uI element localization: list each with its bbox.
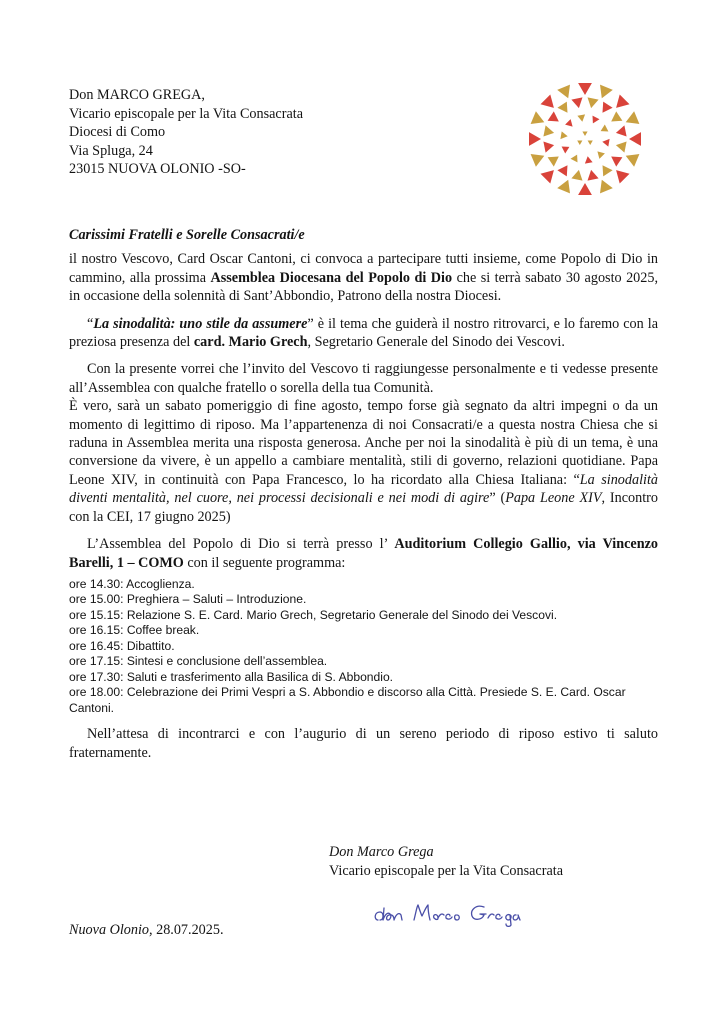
greeting: Carissimi Fratelli e Sorelle Consacrati/e: [69, 227, 305, 243]
assembly-name: Assemblea Diocesana del Popolo di Dio: [210, 269, 453, 286]
rosette-inner-triangle: [562, 147, 570, 154]
sender-diocese: Diocesi di Como: [69, 124, 166, 141]
rosette-outer-triangle: [626, 154, 640, 167]
rosette-middle-triangle: [543, 125, 554, 136]
schedule-item: ore 16.45: Dibattito.: [69, 638, 175, 653]
paragraph-venue: [69, 535, 658, 572]
p3-second-part: [69, 397, 658, 526]
rosette-middle-triangle: [571, 170, 582, 181]
p4-text: L’Assemblea del Popolo di Dio si terrà presso l’: [87, 536, 395, 553]
rosette-outer-triangle: [616, 170, 629, 183]
quote-source: Papa Leone XIV: [505, 490, 602, 507]
sender-street: Via Spluga, 24: [69, 142, 153, 159]
schedule-item: ore 18.00: Celebrazione dei Primi Vespri a S. Abbondio e discorso alla Città. Presiede S. E. Card. Oscar Cantoni.: [69, 685, 626, 715]
rosette-inner-triangle: [601, 125, 609, 132]
rosette-inner-triangle: [571, 155, 578, 163]
p4-text-end: con il seguente programma:: [183, 554, 346, 571]
diocese-rosette-logo: [514, 68, 656, 210]
rosette-inner-triangle: [577, 114, 585, 121]
schedule-item: ore 15.15: Relazione S. E. Card. Mario Grech, Segretario Generale del Sinodo dei Vescovi.: [69, 607, 558, 622]
rosette-outer-triangle: [529, 132, 541, 146]
rosette-middle-triangle: [603, 165, 613, 176]
rosette-middle-triangle: [611, 111, 622, 121]
rosette-middle-triangle: [557, 165, 567, 176]
handwritten-signature: [372, 898, 582, 928]
date: , 28.07.2025.: [149, 922, 224, 938]
rosette-center-triangle: [582, 132, 587, 137]
p2-text-end: , Segretario Generale del Sinodo dei Vescovi.: [307, 334, 565, 351]
rosette-outer-triangle: [557, 85, 570, 99]
rosette-inner-triangle: [593, 116, 600, 124]
closing-paragraph: Nell’attesa di incontrarci e con l’augurio di un sereno periodo di riposo estivo ti saluto fraternamente.: [69, 726, 658, 761]
rosette-middle-triangle: [543, 142, 554, 153]
rosette-middle-triangle: [588, 97, 599, 108]
signature-icon: [372, 898, 582, 928]
quote-reference: , Incontro con la CEI, 17 giugno 2025): [69, 490, 658, 525]
schedule-item: ore 17.30: Saluti e trasferimento alla Basilica di S. Abbondio.: [69, 669, 394, 684]
letter-body: [69, 226, 658, 771]
p1-text: il nostro Vescovo, Card Oscar Cantoni, ci convoca a partecipare tutti insieme, come Popolo di Dio in cammino, alla prossima: [69, 251, 658, 286]
signature-block: [329, 843, 563, 880]
sender-name: Don MARCO GREGA,: [69, 87, 205, 103]
rosette-center-triangle: [588, 141, 593, 146]
p1-text-end: che si terrà sabato 30 agosto 2025, in occasione della solennità di Sant’Abbondio, Patrono della nostra Diocesi.: [69, 269, 659, 305]
rosette-outer-triangle: [541, 170, 554, 183]
schedule-item: ore 16.15: Coffee break.: [69, 623, 200, 638]
rosette-outer-triangle: [629, 132, 641, 146]
rosette-inner-triangle: [560, 131, 567, 139]
rosette-outer-triangle: [616, 95, 629, 108]
rosette-outer-triangle: [541, 95, 554, 108]
paragraph-theme: [69, 315, 658, 352]
rosette-middle-triangle: [571, 97, 582, 108]
p3-sentence-1: Con la presente vorrei che l’invito del Vescovo ti raggiungesse personalmente e ti vedesse presente all’Assemblea con qualche fratello o sorella della tua Comunità.: [69, 361, 658, 396]
paragraph-convocation: [69, 250, 658, 305]
sender-address: [69, 86, 303, 179]
rosette-inner-triangle: [597, 151, 605, 159]
sender-city: 23015 NUOVA OLONIO -SO-: [69, 161, 246, 178]
program-schedule: [69, 577, 658, 717]
rosette-center-triangle: [577, 141, 582, 146]
signatory-name: Don Marco Grega: [329, 844, 434, 860]
quote-open: “: [87, 315, 94, 332]
place: Nuova Olonio: [69, 922, 149, 938]
paragraph-invitation: [69, 360, 658, 526]
rosette-inner-triangle: [602, 139, 609, 147]
rosette-outer-triangle: [626, 111, 640, 124]
rosette-icon: [514, 68, 656, 210]
rosette-outer-triangle: [557, 180, 570, 194]
p2-text: ” è il tema che guiderà il nostro ritrovarci, e lo faremo con la preziosa presenza del: [69, 315, 659, 351]
p3-sentence-2: È vero, sarà un sabato pomeriggio di fine agosto, tempo forse già segnato da altri impegni o da un momento di legittimo di riposo. Ma l’appartenenza di noi Consacrati/e a questa nostra Chiesa che si raduna in Assemblea merita una risposta generosa. Anche per noi la sinodalità è più di un tema, è una conversione da vivere, è un appello a cambiare mentalità, stili di governo, relazioni quotidiane. Papa Leone XIV, in continuità con Papa Francesco, lo ha ricordato alla Chiesa Italiana: “: [69, 398, 658, 488]
sender-role: Vicario episcopale per la Vita Consacrata: [69, 105, 303, 122]
rosette-middle-triangle: [557, 102, 567, 113]
rosette-middle-triangle: [588, 170, 599, 181]
rosette-outer-triangle: [578, 83, 592, 95]
assembly-theme: La sinodalità: uno stile da assumere: [93, 315, 308, 332]
speaker-name: card. Mario Grech: [193, 334, 308, 351]
schedule-item: ore 17.15: Sintesi e conclusione dell’assemblea.: [69, 654, 328, 669]
rosette-outer-triangle: [531, 154, 545, 167]
rosette-middle-triangle: [611, 157, 622, 167]
rosette-middle-triangle: [548, 157, 559, 167]
place-and-date: [69, 922, 223, 939]
rosette-middle-triangle: [616, 125, 627, 136]
rosette-middle-triangle: [548, 111, 559, 121]
venue: Auditorium Collegio Gallio, via Vincenzo Barelli, 1 – COMO: [69, 536, 658, 571]
schedule-item: ore 14.30: Accoglienza.: [69, 576, 195, 591]
rosette-middle-triangle: [616, 142, 627, 153]
signatory-role: Vicario episcopale per la Vita Consacrata: [329, 862, 563, 879]
rosette-outer-triangle: [600, 180, 613, 194]
rosette-inner-triangle: [565, 119, 573, 127]
quote-close: ” (: [489, 490, 506, 507]
rosette-outer-triangle: [531, 111, 545, 124]
rosette-outer-triangle: [578, 183, 592, 195]
rosette-inner-triangle: [585, 156, 593, 163]
rosette-outer-triangle: [600, 85, 613, 99]
pope-quote: La sinodalità diventi mentalità, nel cuore, nei processi decisionali e nei modi di agire: [69, 471, 658, 507]
rosette-middle-triangle: [603, 102, 613, 113]
schedule-item: ore 15.00: Preghiera – Saluti – Introduzione.: [69, 592, 307, 607]
